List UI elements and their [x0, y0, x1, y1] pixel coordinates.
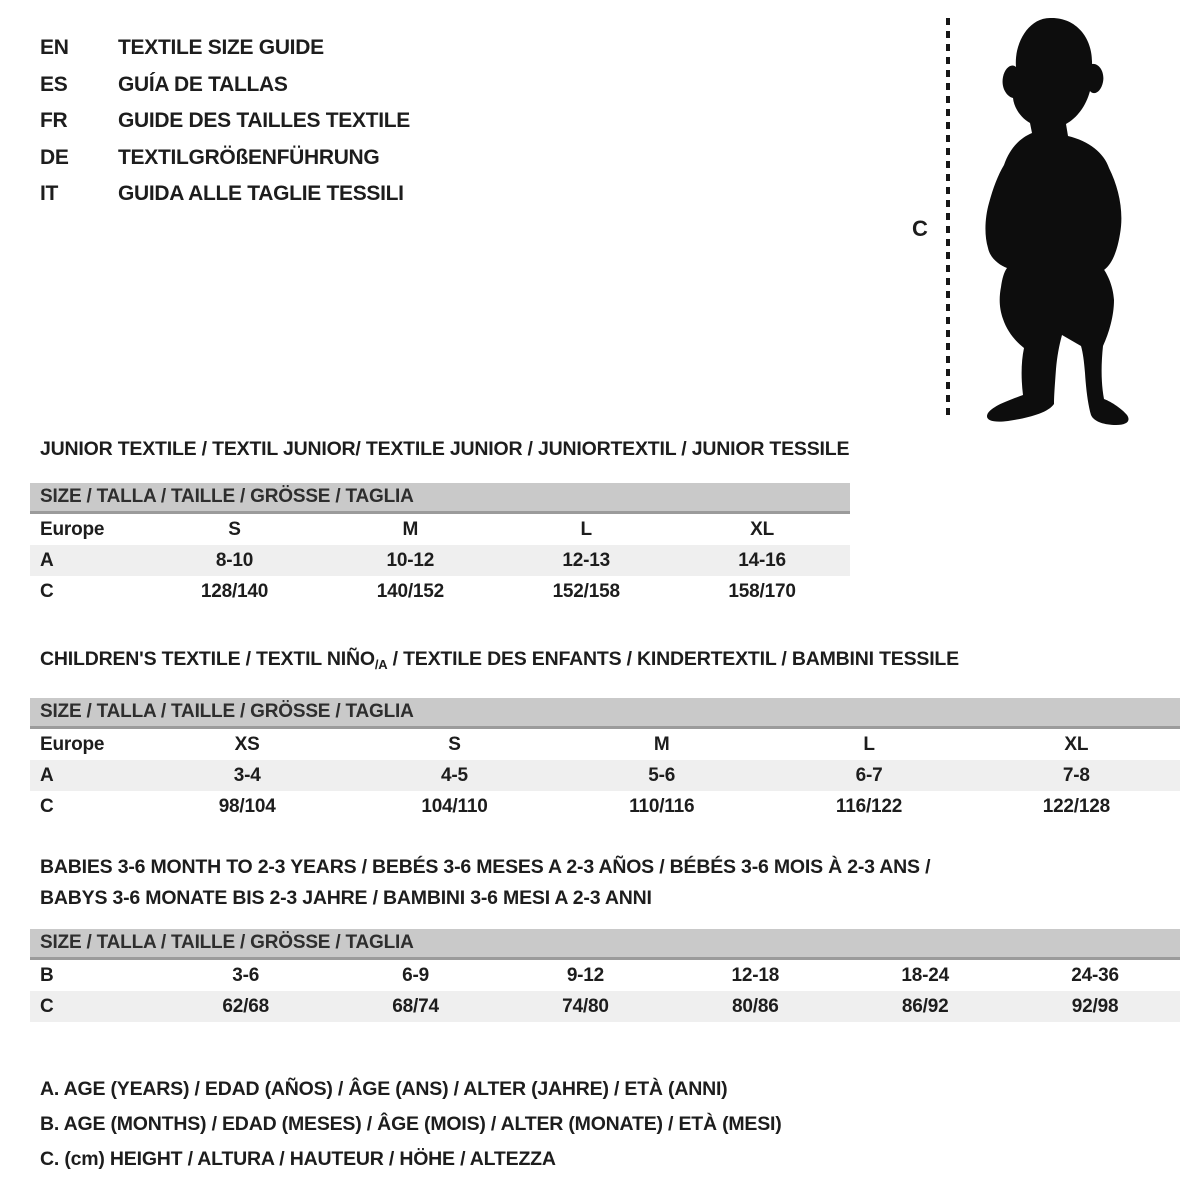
table-cell: 140/152: [376, 580, 444, 602]
table-cell: 3-4: [233, 764, 261, 786]
table-cell: XL: [1064, 733, 1089, 755]
table-cell: 8-10: [215, 549, 254, 571]
row-label: Europe: [40, 518, 105, 540]
table-cell: 6-7: [855, 764, 883, 786]
table-cell: 80/86: [732, 995, 779, 1017]
language-title: TEXTILGRÖßENFÜHRUNG: [118, 145, 380, 169]
table-cell: 116/122: [835, 795, 903, 817]
table-row: [30, 960, 1180, 991]
table-row: [30, 545, 850, 576]
legend: [40, 1072, 782, 1177]
language-title: GUIDA ALLE TAGLIE TESSILI: [118, 182, 404, 206]
list-item: [40, 67, 410, 104]
height-measure-dashed-line: [946, 18, 950, 418]
row-label: A: [40, 764, 54, 786]
babies-table: [30, 960, 1180, 1022]
table-cell: 5-6: [648, 764, 676, 786]
row-label: B: [40, 964, 54, 986]
row-label: A: [40, 549, 54, 571]
babies-title-line1: BABIES 3-6 MONTH TO 2-3 YEARS / BEBÉS 3-6 MESES A 2-3 AÑOS / BÉBÉS 3-6 MOIS À 2-3 ANS /: [40, 856, 931, 878]
children-size-table: [30, 698, 1180, 822]
language-code: IT: [40, 182, 59, 206]
language-code: ES: [40, 72, 68, 96]
table-row: [30, 760, 1180, 791]
table-cell: 24-36: [1071, 964, 1119, 986]
table-cell: 9-12: [566, 964, 605, 986]
junior-table: [30, 514, 850, 607]
language-title: GUÍA DE TALLAS: [118, 72, 288, 96]
table-cell: 104/110: [421, 795, 488, 817]
table-cell: 3-6: [232, 964, 260, 986]
table-row: [30, 991, 1180, 1022]
table-cell: 128/140: [200, 580, 269, 602]
language-code: FR: [40, 109, 68, 133]
babies-title-line2: BABYS 3-6 MONATE BIS 2-3 JAHRE / BAMBINI 3-6 MESI A 2-3 ANNI: [40, 887, 652, 909]
table-cell: 122/128: [1042, 795, 1110, 817]
language-title: TEXTILE SIZE GUIDE: [118, 36, 324, 60]
size-header-band: SIZE / TALLA / TAILLE / GRÖSSE / TAGLIA: [30, 929, 1180, 960]
babies-section-title: [40, 852, 930, 914]
table-row: [30, 729, 1180, 760]
children-table: [30, 729, 1180, 822]
height-measure-label: C: [912, 216, 928, 241]
size-header-band: SIZE / TALLA / TAILLE / GRÖSSE / TAGLIA: [30, 483, 850, 514]
table-row: [30, 514, 850, 545]
language-title-list: [40, 30, 410, 213]
children-title-subscript: /A: [374, 657, 388, 672]
legend-line-b: B. AGE (MONTHS) / EDAD (MESES) / ÂGE (MOIS) / ALTER (MONATE) / ETÀ (MESI): [40, 1113, 782, 1135]
list-item: [40, 30, 410, 67]
list-item: [40, 103, 410, 140]
table-cell: 62/68: [222, 995, 269, 1017]
toddler-silhouette-icon: [958, 12, 1158, 427]
table-cell: 110/116: [629, 795, 695, 817]
table-cell: 86/92: [901, 995, 949, 1017]
size-header-band: SIZE / TALLA / TAILLE / GRÖSSE / TAGLIA: [30, 698, 1180, 729]
table-cell: XS: [234, 733, 260, 755]
legend-line-c: C. (cm) HEIGHT / ALTURA / HAUTEUR / HÖHE / ALTEZZA: [40, 1148, 556, 1170]
table-cell: M: [653, 733, 670, 755]
table-cell: 7-8: [1062, 764, 1090, 786]
table-cell: M: [402, 518, 419, 540]
table-cell: S: [448, 733, 461, 755]
table-row: [30, 576, 850, 607]
children-title-text: CHILDREN'S TEXTILE / TEXTIL NIÑO: [40, 648, 375, 670]
table-cell: 14-16: [738, 549, 786, 571]
table-cell: 92/98: [1071, 995, 1119, 1017]
table-cell: 68/74: [392, 995, 439, 1017]
children-title-text: / TEXTILE DES ENFANTS / KINDERTEXTIL / BAMBINI TESSILE: [387, 648, 959, 670]
table-cell: 152/158: [552, 580, 620, 602]
table-cell: XL: [750, 518, 774, 540]
table-row: [30, 791, 1180, 822]
table-cell: 10-12: [386, 549, 435, 571]
table-cell: L: [580, 518, 592, 540]
table-cell: 98/104: [218, 795, 276, 817]
children-section-title: [40, 644, 959, 680]
table-cell: 4-5: [441, 764, 468, 786]
table-cell: 12-13: [562, 549, 610, 571]
table-cell: 18-24: [901, 964, 949, 986]
babies-size-table: [30, 929, 1180, 1022]
table-cell: 6-9: [402, 964, 429, 986]
table-cell: 74/80: [562, 995, 609, 1017]
junior-size-table: [30, 483, 850, 607]
junior-section-title: JUNIOR TEXTILE / TEXTIL JUNIOR/ TEXTILE JUNIOR / JUNIORTEXTIL / JUNIOR TESSILE: [40, 438, 850, 460]
table-cell: L: [863, 733, 875, 755]
legend-line-a: A. AGE (YEARS) / EDAD (AÑOS) / ÂGE (ANS) / ALTER (JAHRE) / ETÀ (ANNI): [40, 1078, 728, 1100]
language-title: GUIDE DES TAILLES TEXTILE: [118, 109, 410, 133]
list-item: [40, 176, 410, 213]
row-label: C: [40, 795, 54, 817]
row-label: C: [40, 580, 54, 602]
table-cell: S: [228, 518, 241, 540]
list-item: [40, 140, 410, 177]
table-cell: 158/170: [728, 580, 796, 602]
language-code: EN: [40, 36, 69, 60]
row-label: C: [40, 995, 54, 1017]
row-label: Europe: [40, 733, 105, 755]
table-cell: 12-18: [731, 964, 780, 986]
language-code: DE: [40, 145, 69, 169]
